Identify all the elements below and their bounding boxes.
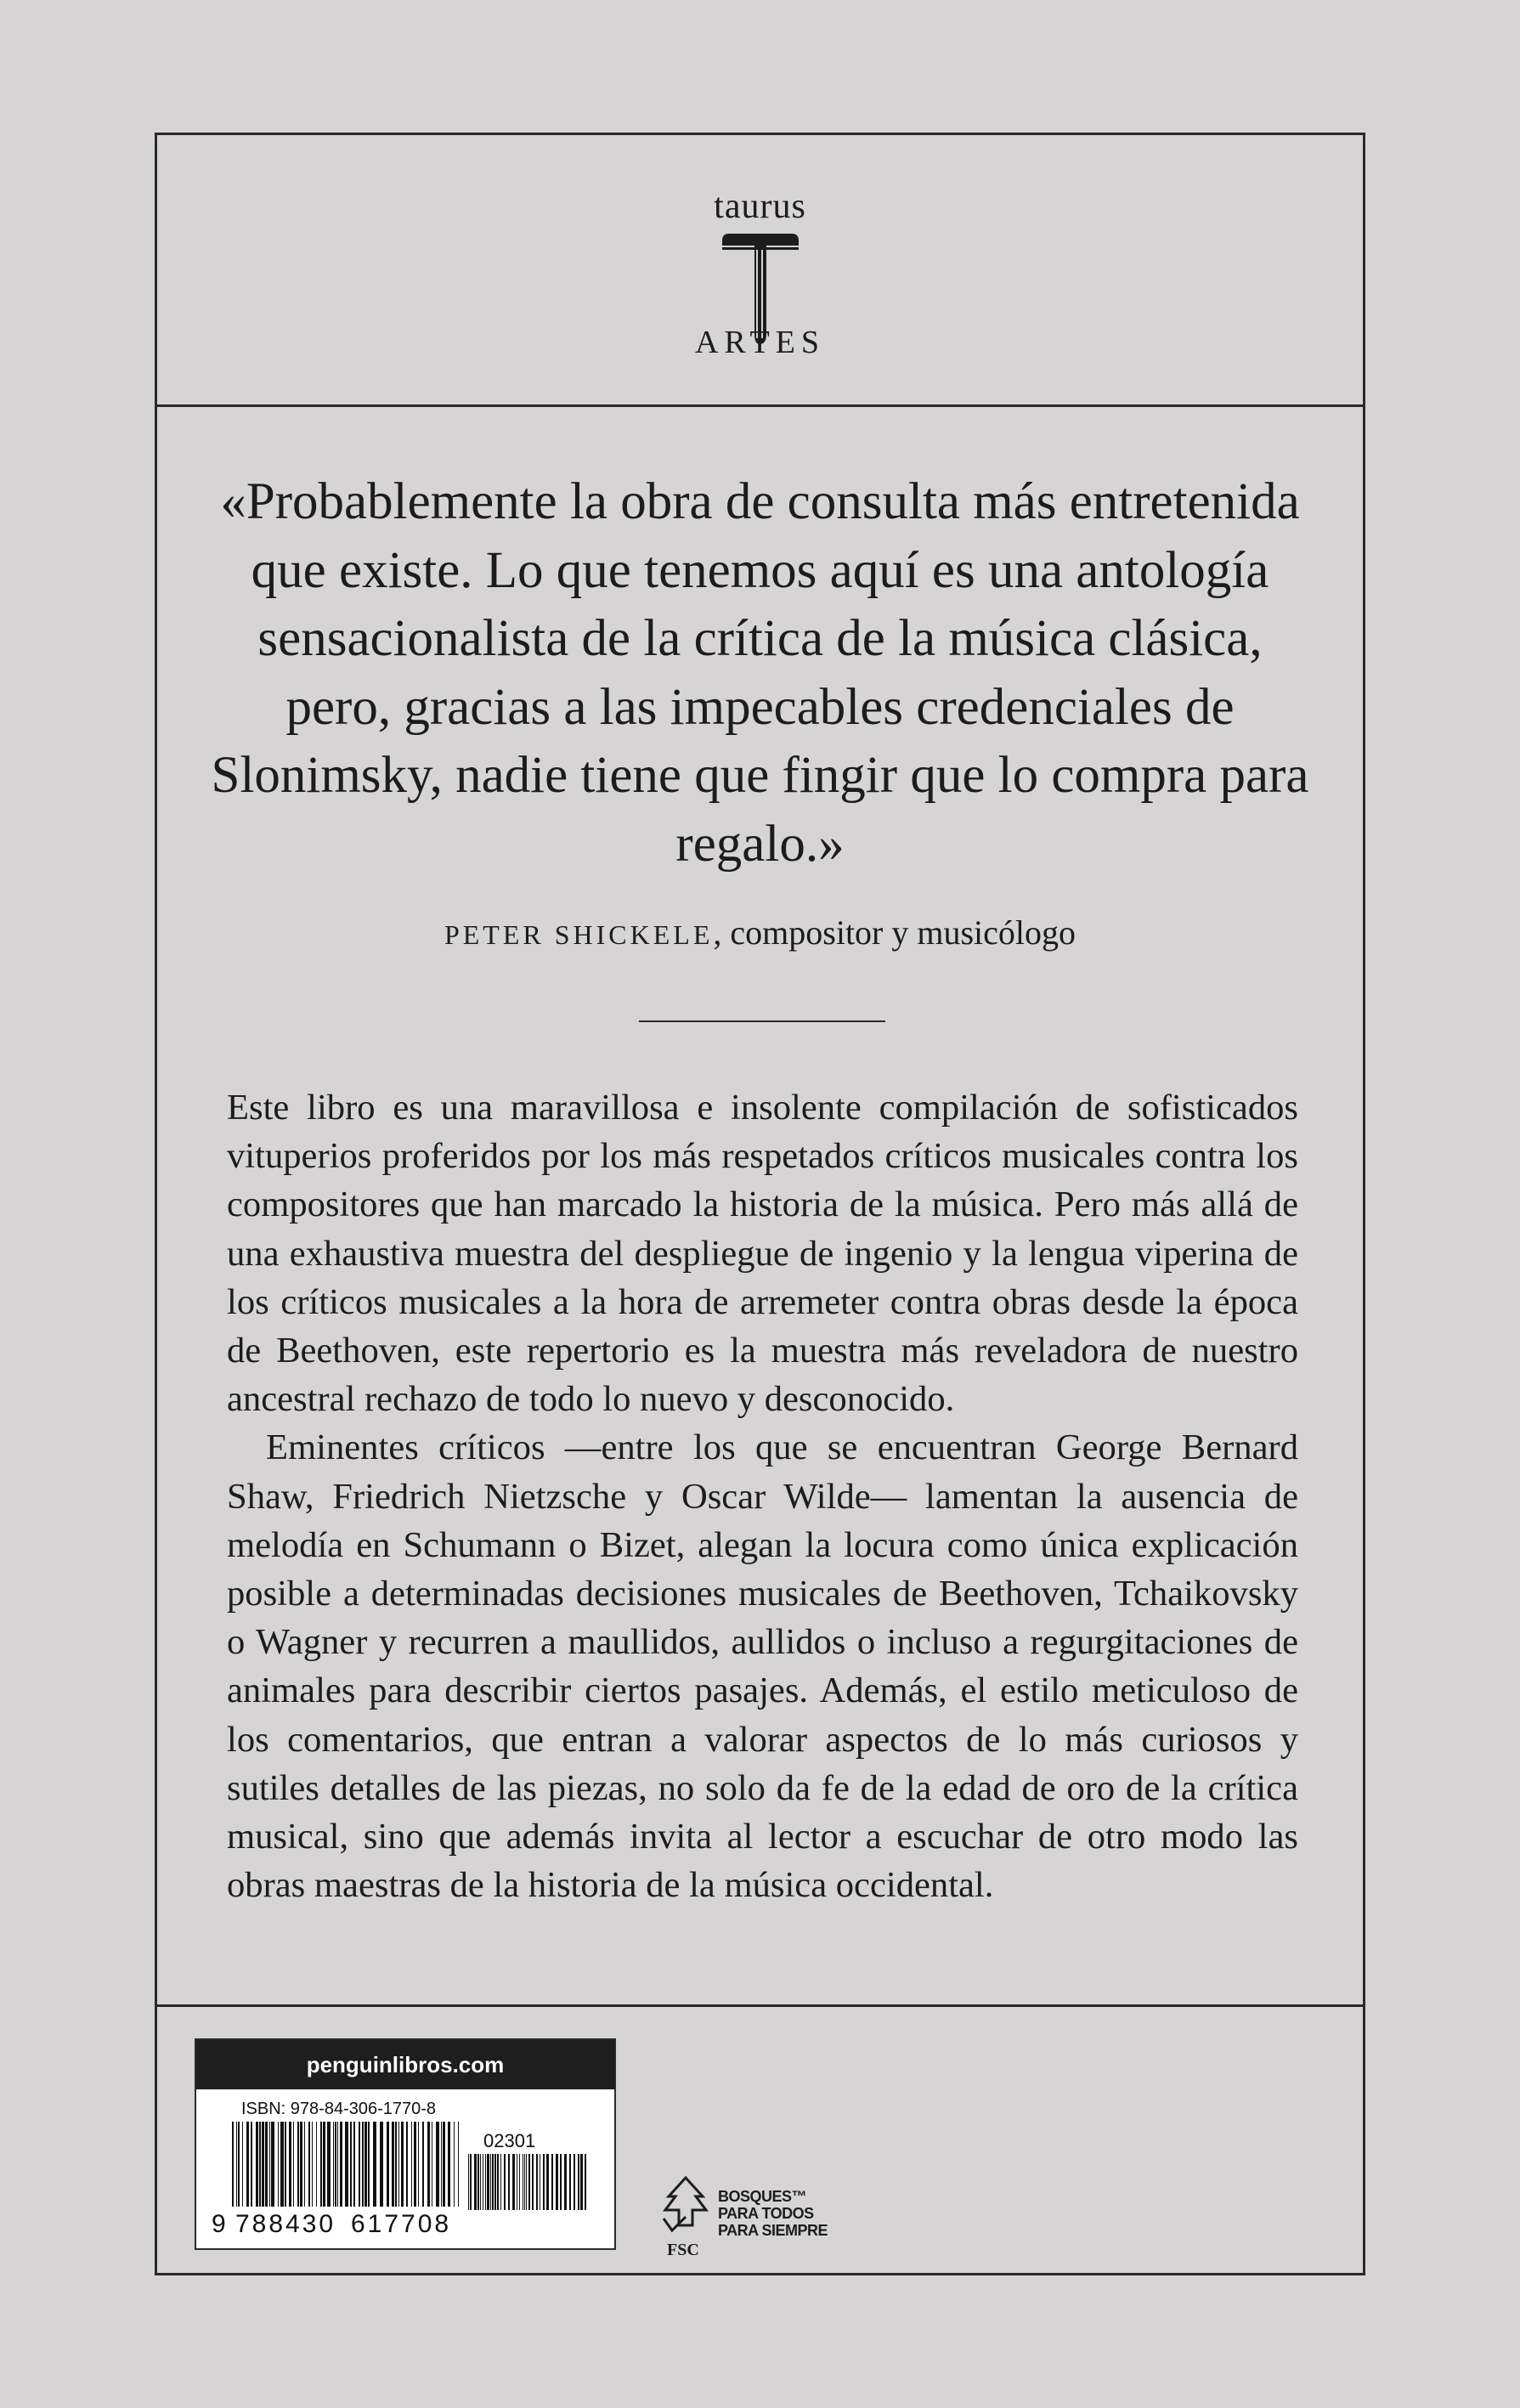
fsc-tagline-3: PARA SIEMPRE (718, 2222, 828, 2239)
fsc-tree-icon (660, 2174, 711, 2242)
isbn-label: ISBN: 978-84-306-1770-8 (241, 2100, 437, 2118)
publisher-logo-text: taurus (714, 187, 806, 226)
isbn-barcode-box (195, 2038, 616, 2250)
barcode-digits-left: 788430 (235, 2210, 336, 2238)
imprint-label: ARTES (694, 325, 826, 360)
barcode-digit-first: 9 (212, 2210, 226, 2238)
quote-author-role: , compositor y musicólogo (713, 913, 1076, 952)
description-paragraph-1: Este libro es una maravillosa e insolente compilación de sofisticados vituperios proferidos por los más respetados críticos musicales contra los compositores que han marcado la historia de la música. Pero más allá de una exhaustiva muestra del despliegue de ingenio y la lengua viperina de los críticos musicales a la hora de arremeter contra obras desde la época de Beethoven, este repertorio es la muestra más reveladora de nuestro ancestral rechazo de todo lo nuevo y desconocido. (227, 1088, 1298, 1420)
website-label: penguinlibros.com (196, 2040, 614, 2089)
fsc-label: FSC (667, 2241, 699, 2259)
section-divider (639, 1020, 885, 1022)
barcode-addon-number: 02301 (483, 2130, 536, 2151)
barcode-icon (213, 2122, 604, 2215)
footer-divider (157, 2004, 1363, 2007)
header-divider (157, 404, 1363, 407)
fsc-tagline (718, 2188, 828, 2239)
fsc-tagline-2: PARA TODOS (718, 2205, 814, 2222)
fsc-certification (658, 2174, 879, 2259)
quote-author: PETER SHICKELE (444, 919, 714, 950)
description-paragraph-2: Eminentes críticos —entre los que se encuentran George Bernard Shaw, Friedrich Nietzsche y Oscar Wilde— lamentan la ausencia de melodía en Schumann o Bizet, alegan la locura como única explicación posible a determinadas decisiones musicales de Beethoven, Tchaikovsky o Wagner y recurren a maullidos, aullidos o incluso a regurgitaciones de animales para describir ciertos pasajes. Además, el estilo meticuloso de los comentarios, que entran a valorar aspectos de lo más curiosos y sutiles detalles de las piezas, no solo da fe de la edad de oro de la crítica musical, sino que además invita al lector a escuchar de otro modo las obras maestras de la historia de la música occidental. (227, 1427, 1298, 1906)
fsc-tagline-1: BOSQUES™ (718, 2188, 807, 2205)
barcode-digits-right: 617708 (351, 2210, 452, 2238)
blurb-quote: «Probablemente la obra de consulta más entretenida que existe. Lo que tenemos aquí es una antología sensacionalista de la crítica de la música clásica, pero, gracias a las impecables credenciales de Slonimsky, nadie tiene que fingir que lo compra para regalo.» (211, 473, 1309, 873)
book-description (227, 1083, 1298, 1909)
back-cover-frame (155, 133, 1365, 2275)
quote-attribution (157, 913, 1363, 952)
